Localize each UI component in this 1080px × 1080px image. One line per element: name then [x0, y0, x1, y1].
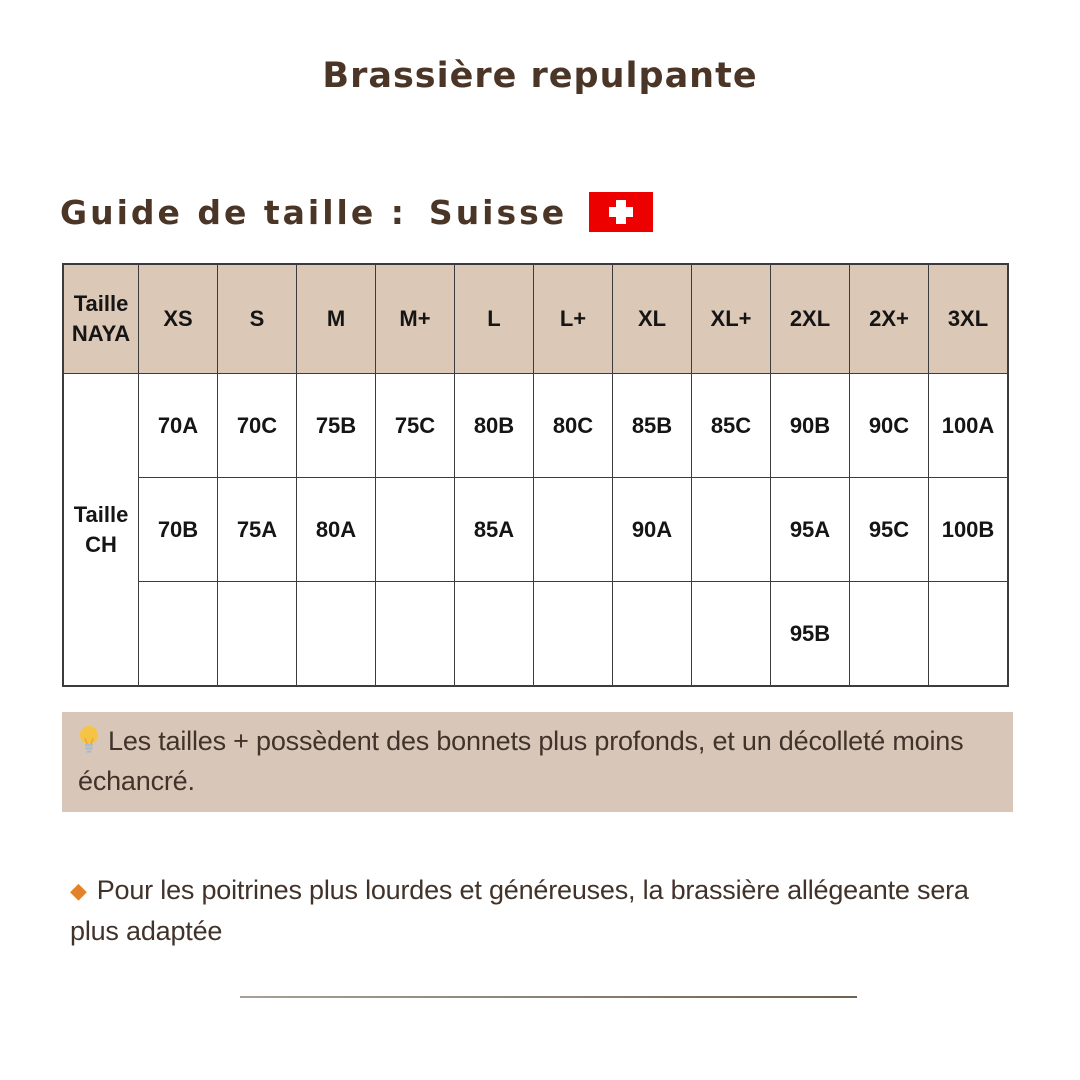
table-row [63, 582, 1008, 687]
size-cell: 90B [771, 374, 850, 478]
table-row [63, 374, 1008, 478]
size-cell [534, 478, 613, 582]
size-table [62, 263, 1009, 687]
size-cell: 80A [297, 478, 376, 582]
size-cell [692, 478, 771, 582]
swiss-flag-icon [589, 192, 653, 232]
table-header-row [63, 264, 1008, 374]
size-cell [376, 478, 455, 582]
size-guide-heading [60, 192, 653, 232]
divider-line [240, 996, 857, 998]
corner-header: Taille NAYA [63, 264, 139, 374]
size-cell: 75A [218, 478, 297, 582]
size-cell: 95C [850, 478, 929, 582]
size-cell [534, 582, 613, 687]
col-header-m: M [297, 264, 376, 374]
size-cell: 70B [139, 478, 218, 582]
tip-note [62, 712, 1013, 812]
size-cell [850, 582, 929, 687]
size-cell: 85B [613, 374, 692, 478]
col-header-2x-plus: 2X+ [850, 264, 929, 374]
size-cell [455, 582, 534, 687]
size-cell [218, 582, 297, 687]
lightbulb-icon [78, 725, 100, 755]
size-cell: 95A [771, 478, 850, 582]
size-cell: 70C [218, 374, 297, 478]
size-cell: 100B [929, 478, 1009, 582]
guide-label: Guide de taille : [60, 192, 407, 232]
region-name: Suisse [428, 192, 568, 232]
col-header-3xl: 3XL [929, 264, 1009, 374]
col-header-xl-plus: XL+ [692, 264, 771, 374]
col-header-xs: XS [139, 264, 218, 374]
size-cell: 80C [534, 374, 613, 478]
size-cell: 90C [850, 374, 929, 478]
size-cell: 80B [455, 374, 534, 478]
size-cell: 90A [613, 478, 692, 582]
col-header-l: L [455, 264, 534, 374]
size-cell [692, 582, 771, 687]
diamond-icon: ◆ [70, 878, 87, 903]
row-label-taille-ch: Taille CH [63, 374, 139, 687]
size-cell: 70A [139, 374, 218, 478]
size-cell [376, 582, 455, 687]
col-header-m-plus: M+ [376, 264, 455, 374]
size-cell [297, 582, 376, 687]
bullet-note-text: Pour les poitrines plus lourdes et généreuses, la brassière allégeante sera plus adaptée [70, 875, 969, 946]
col-header-2xl: 2XL [771, 264, 850, 374]
col-header-s: S [218, 264, 297, 374]
size-cell: 85A [455, 478, 534, 582]
size-cell: 100A [929, 374, 1009, 478]
size-cell: 75C [376, 374, 455, 478]
bullet-note [70, 870, 1010, 952]
col-header-l-plus: L+ [534, 264, 613, 374]
size-cell: 95B [771, 582, 850, 687]
page-title: Brassière repulpante [322, 56, 758, 96]
table-row [63, 478, 1008, 582]
size-cell: 85C [692, 374, 771, 478]
size-cell [613, 582, 692, 687]
size-cell: 75B [297, 374, 376, 478]
size-cell [929, 582, 1009, 687]
size-cell [139, 582, 218, 687]
tip-note-text: Les tailles + possèdent des bonnets plus profonds, et un décolleté moins échancré. [78, 726, 964, 796]
col-header-xl: XL [613, 264, 692, 374]
